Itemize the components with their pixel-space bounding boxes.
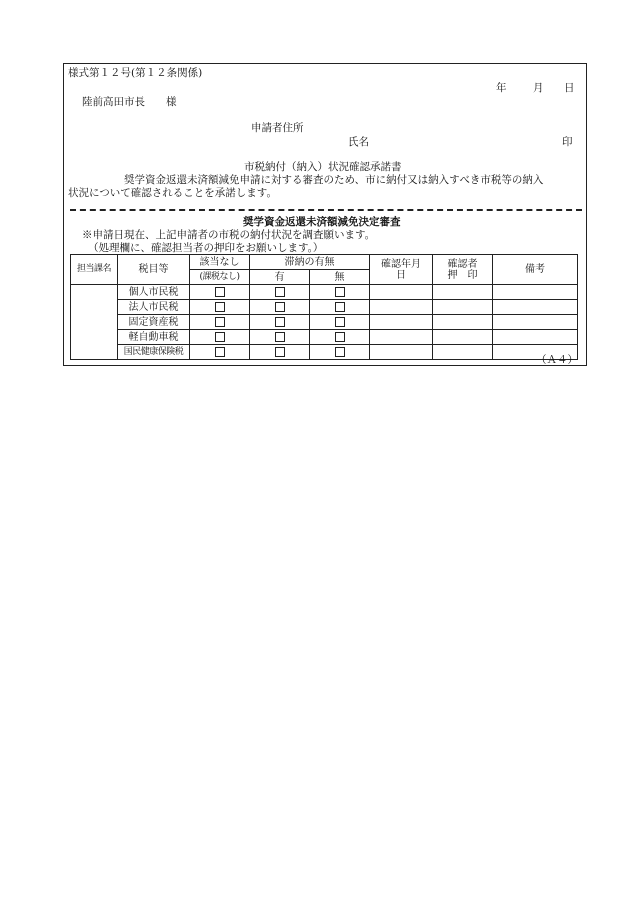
tax-status-table (70, 254, 578, 360)
header-confirm-date: 確認年月 日 (370, 255, 433, 285)
confirm-date-cell[interactable] (370, 315, 433, 330)
tax-item-cell: 軽自動車税 (118, 330, 190, 345)
table-row (71, 285, 578, 300)
applicant-name-label: 氏名 (348, 136, 369, 148)
confirm-date-cell[interactable] (370, 345, 433, 360)
confirm-date-cell[interactable] (370, 285, 433, 300)
not-applicable-checkbox[interactable] (190, 315, 250, 330)
confirmer-seal-cell[interactable] (433, 315, 493, 330)
table-row (71, 300, 578, 315)
confirm-date-cell[interactable] (370, 330, 433, 345)
header-not-applicable-sub: (課税なし) (190, 270, 250, 285)
arrears-no-checkbox[interactable] (310, 315, 370, 330)
not-applicable-checkbox[interactable] (190, 330, 250, 345)
header-arrears: 滞納の有無 (250, 255, 370, 270)
header-arrears-no: 無 (310, 270, 370, 285)
seal-label: 印 (562, 136, 573, 148)
arrears-no-checkbox[interactable] (310, 330, 370, 345)
confirmer-seal-cell[interactable] (433, 345, 493, 360)
arrears-yes-checkbox[interactable] (250, 285, 310, 300)
arrears-yes-checkbox[interactable] (250, 300, 310, 315)
tax-item-cell: 個人市民税 (118, 285, 190, 300)
cut-line-divider (70, 209, 582, 211)
arrears-yes-checkbox[interactable] (250, 330, 310, 345)
addressee: 陸前高田市長 様 (82, 96, 177, 108)
review-note-1: ※申請日現在、上記申請者の市税の納付状況を調査願います。 (82, 229, 376, 241)
confirmer-seal-cell[interactable] (433, 330, 493, 345)
remarks-cell[interactable] (493, 300, 578, 315)
table-header-row (71, 255, 578, 270)
date-month-label: 月 (533, 82, 544, 94)
remarks-cell[interactable] (493, 285, 578, 300)
department-cell (71, 285, 118, 360)
header-not-applicable: 該当なし (190, 255, 250, 270)
header-department: 担当課名 (71, 255, 118, 285)
arrears-yes-checkbox[interactable] (250, 315, 310, 330)
not-applicable-checkbox[interactable] (190, 285, 250, 300)
header-confirmer: 確認者 押 印 (433, 255, 493, 285)
table-row (71, 315, 578, 330)
applicant-address-label: 申請者住所 (251, 122, 304, 134)
confirm-date-cell[interactable] (370, 300, 433, 315)
arrears-no-checkbox[interactable] (310, 300, 370, 315)
not-applicable-checkbox[interactable] (190, 345, 250, 360)
arrears-no-checkbox[interactable] (310, 345, 370, 360)
tax-item-cell: 国民健康保険税 (118, 345, 190, 360)
table-row (71, 330, 578, 345)
arrears-no-checkbox[interactable] (310, 285, 370, 300)
header-tax-item: 税目等 (118, 255, 190, 285)
review-title: 奨学資金返還未済額減免決定審査 (243, 216, 401, 228)
form-frame (63, 63, 587, 366)
date-day-label: 日 (564, 82, 575, 94)
header-arrears-yes: 有 (250, 270, 310, 285)
paper-size-label: （Ａ４） (536, 354, 578, 366)
remarks-cell[interactable] (493, 315, 578, 330)
arrears-yes-checkbox[interactable] (250, 345, 310, 360)
consent-text-line2: 状況について確認されることを承諾します。 (68, 187, 277, 199)
remarks-cell[interactable] (493, 330, 578, 345)
consent-title: 市税納付（納入）状況確認承諾書 (244, 161, 402, 173)
confirmer-seal-cell[interactable] (433, 300, 493, 315)
confirmer-seal-cell[interactable] (433, 285, 493, 300)
tax-item-cell: 法人市民税 (118, 300, 190, 315)
header-remarks: 備考 (493, 255, 578, 285)
table-row (71, 345, 578, 360)
form-label: 様式第１２号(第１２条関係) (68, 67, 203, 79)
date-year-label: 年 (496, 82, 507, 94)
review-note-2: （処理欄に、確認担当者の押印をお願いします。） (88, 242, 324, 254)
consent-text-line1: 奨学資金返還未済額減免申請に対する審査のため、市に納付又は納入すべき市税等の納入 (124, 174, 544, 186)
tax-item-cell: 固定資産税 (118, 315, 190, 330)
not-applicable-checkbox[interactable] (190, 300, 250, 315)
